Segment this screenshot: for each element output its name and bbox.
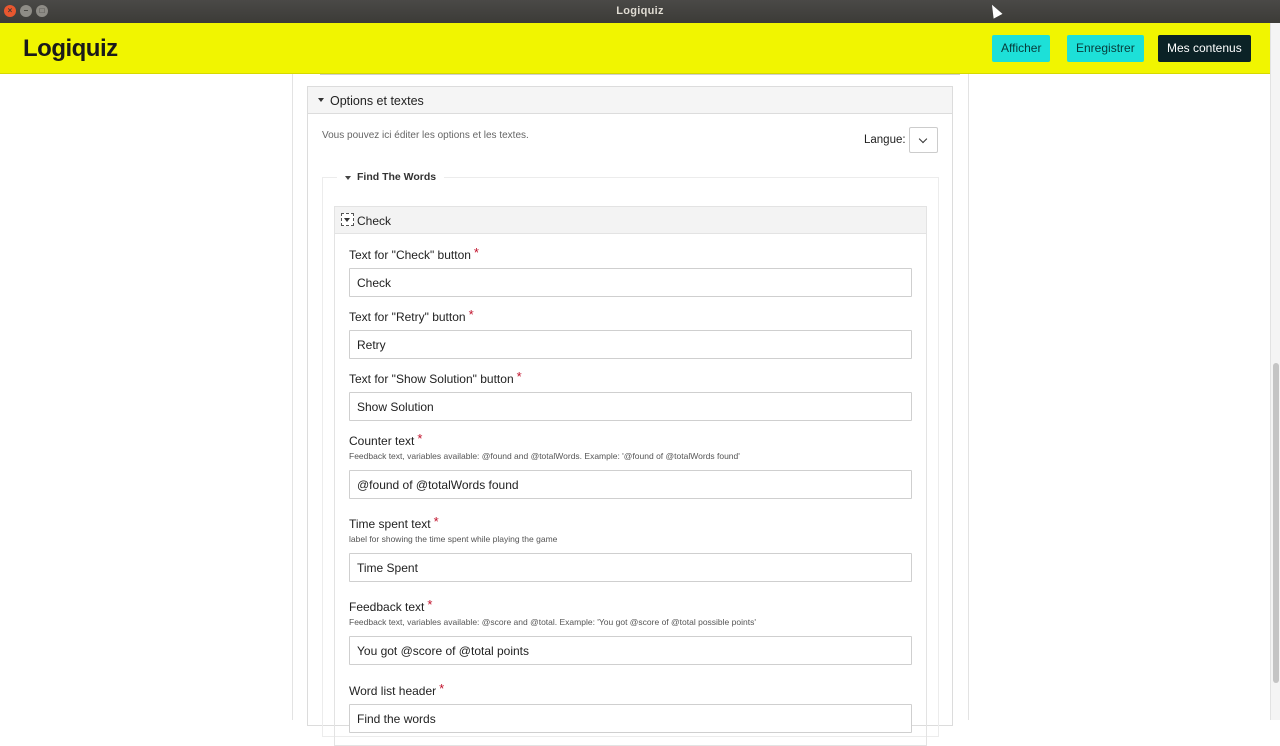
- check-group: [334, 206, 927, 746]
- field-label: Text for "Check" button *: [349, 245, 479, 262]
- required-marker: *: [417, 431, 423, 446]
- window-titlebar: [0, 0, 1280, 23]
- app-header: [0, 23, 1270, 74]
- divider: [320, 74, 960, 75]
- collapse-toggle-icon[interactable]: [341, 213, 354, 226]
- field-description: Feedback text, variables available: @found and @totalWords. Example: '@found of @totalWords found': [349, 451, 740, 461]
- field-description: Feedback text, variables available: @score and @total. Example: 'You got @score of @total possible points': [349, 617, 756, 627]
- field-feedback-text: [349, 599, 912, 665]
- window-title: Logiquiz: [616, 5, 664, 17]
- collapse-triangle-icon: [344, 218, 350, 222]
- enregistrer-button[interactable]: Enregistrer: [1067, 35, 1144, 62]
- mes-contenus-button[interactable]: Mes contenus: [1158, 35, 1251, 62]
- language-label: Langue:: [864, 134, 906, 146]
- collapse-triangle-icon: [318, 98, 324, 102]
- word-list-header-input[interactable]: [349, 704, 912, 733]
- window-close-icon[interactable]: ×: [4, 5, 16, 17]
- check-group-title: Check: [357, 214, 392, 228]
- required-marker: *: [468, 307, 474, 322]
- counter-text-input[interactable]: [349, 470, 912, 499]
- find-the-words-legend[interactable]: [337, 171, 444, 183]
- feedback-text-input[interactable]: [349, 636, 912, 665]
- required-marker: *: [516, 369, 522, 384]
- chevron-down-icon: [919, 135, 927, 143]
- field-retry-button-text: [349, 309, 912, 359]
- scrollbar-thumb[interactable]: [1273, 363, 1279, 683]
- options-panel: [307, 86, 953, 726]
- find-the-words-title: Find The Words: [357, 171, 437, 183]
- field-label: Word list header *: [349, 681, 445, 698]
- field-label: Counter text *: [349, 431, 423, 448]
- field-label: Text for "Show Solution" button *: [349, 369, 522, 386]
- field-label: Time spent text *: [349, 514, 439, 531]
- field-check-button-text: [349, 247, 912, 297]
- retry-button-text-input[interactable]: [349, 330, 912, 359]
- collapse-triangle-icon: [345, 176, 351, 180]
- afficher-button[interactable]: Afficher: [992, 35, 1050, 62]
- field-word-list-header: [349, 683, 912, 733]
- show-solution-button-text-input[interactable]: [349, 392, 912, 421]
- field-label: Text for "Retry" button *: [349, 307, 474, 324]
- language-select[interactable]: [909, 127, 938, 153]
- required-marker: *: [473, 245, 479, 260]
- options-panel-header[interactable]: [308, 87, 952, 114]
- check-button-text-input[interactable]: [349, 268, 912, 297]
- required-marker: *: [427, 597, 433, 612]
- find-the-words-group: [322, 171, 939, 737]
- required-marker: *: [439, 681, 445, 696]
- logiquiz-logo[interactable]: Logiquiz: [23, 35, 118, 62]
- page-scrollbar[interactable]: [1270, 23, 1280, 720]
- options-description: Vous pouvez ici éditer les options et les textes.: [322, 130, 529, 141]
- field-label: Feedback text *: [349, 597, 433, 614]
- options-panel-title: Options et textes: [330, 94, 424, 108]
- window-minimize-icon[interactable]: –: [20, 5, 32, 17]
- field-description: label for showing the time spent while playing the game: [349, 534, 558, 544]
- field-counter-text: [349, 433, 912, 499]
- required-marker: *: [433, 514, 439, 529]
- window-maximize-icon[interactable]: □: [36, 5, 48, 17]
- field-time-spent-text: [349, 516, 912, 582]
- field-show-solution-button-text: [349, 371, 912, 421]
- check-group-header[interactable]: [335, 207, 926, 234]
- time-spent-text-input[interactable]: [349, 553, 912, 582]
